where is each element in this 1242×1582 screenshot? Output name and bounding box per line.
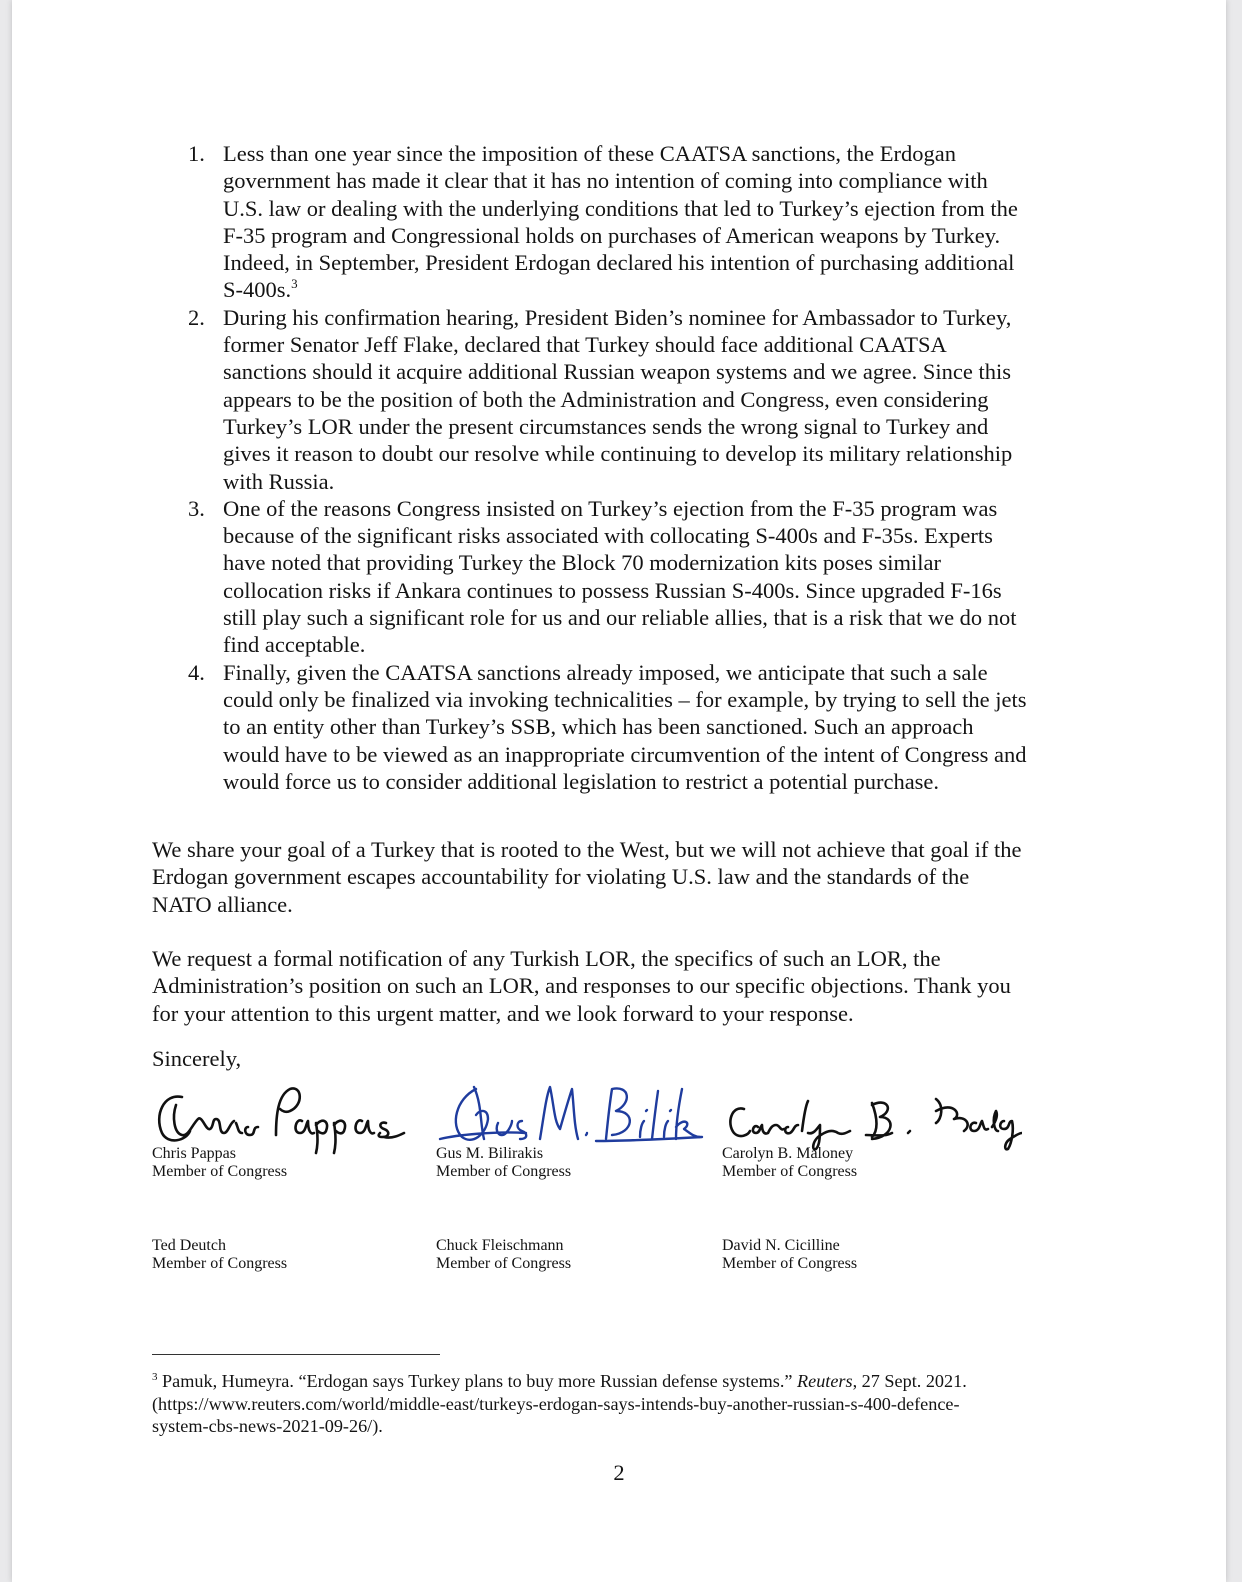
- list-item-line: U.S. law or dealing with the underlying conditions that led to Turkey’s ejection from the: [223, 195, 1018, 221]
- signatory-title: Member of Congress: [152, 1163, 288, 1180]
- signature-chris-pappas: [152, 1075, 412, 1155]
- signatory-title: Member of Congress: [436, 1255, 572, 1272]
- signatory-title: Member of Congress: [722, 1163, 858, 1180]
- numbered-points-list: [152, 140, 1102, 795]
- list-item-line: S-400s.: [223, 277, 292, 303]
- signature-gus-bilirakis: [436, 1075, 706, 1155]
- list-item-line: could only be finalized via invoking technicalities – for example, by trying to sell the jets: [223, 686, 1027, 712]
- paragraph-line: for your attention to this urgent matter, and we look forward to your response.: [152, 1000, 854, 1026]
- list-item-line: because of the significant risks associated with collocating S-400s and F-35s. Experts: [223, 523, 993, 549]
- signatory-block: [722, 1237, 1002, 1273]
- signatory-block: [722, 1075, 1002, 1181]
- list-item-number: 3.: [188, 495, 205, 521]
- list-item-line: collocation risks if Ankara continues to possess Russian S-400s. Since upgraded F-16s: [223, 577, 1002, 603]
- list-item-line: gives it reason to doubt our resolve while continuing to develop its military relationship: [223, 441, 1013, 467]
- footnote-divider: [152, 1354, 440, 1355]
- list-item: [152, 140, 1102, 304]
- list-item-number: 2.: [188, 304, 205, 330]
- closing-salutation: Sincerely,: [152, 1046, 242, 1071]
- list-item-line: would force us to consider additional legislation to restrict a potential purchase.: [223, 768, 940, 794]
- document-page: [12, 0, 1226, 1582]
- footnote-reference: 3: [291, 276, 298, 292]
- handwritten-signature: [722, 1075, 1002, 1145]
- list-item: [152, 659, 1102, 795]
- list-item-line: F-35 program and Congressional holds on purchases of American weapons by Turkey.: [223, 222, 1001, 248]
- list-item-line: Finally, given the CAATSA sanctions already imposed, we anticipate that such a sale: [223, 659, 988, 685]
- footnote-date: , 27 Sept. 2021.: [852, 1371, 967, 1391]
- paragraph-line: We request a formal notification of any Turkish LOR, the specifics of such an LOR, the: [152, 946, 941, 971]
- signatory-title: Member of Congress: [436, 1163, 572, 1180]
- goal-paragraph: [152, 836, 1102, 918]
- signature-carolyn-maloney: [722, 1075, 1022, 1155]
- footnote-url[interactable]: system-cbs-news-2021-09-26/).: [152, 1416, 383, 1436]
- footnote-article-title: “Erdogan says Turkey plans to buy more Russian defense systems.”: [298, 1371, 793, 1391]
- footnote-marker: 3: [152, 1371, 158, 1383]
- signatory-name: Chris Pappas: [152, 1145, 236, 1162]
- list-item-line: former Senator Jeff Flake, declared that Turkey should face additional CAATSA: [223, 332, 947, 358]
- list-item-line: find acceptable.: [223, 632, 366, 658]
- paragraph-line: NATO alliance.: [152, 891, 293, 917]
- list-item-line: appears to be the position of both the Administration and Congress, even considering: [223, 386, 989, 412]
- list-item-line: to an entity other than Turkey’s SSB, which has been sanctioned. Such an approach: [223, 714, 974, 740]
- footnote-publication: Reuters: [797, 1371, 853, 1391]
- footnote: [152, 1370, 1112, 1438]
- signatory-name: Carolyn B. Maloney: [722, 1145, 854, 1162]
- list-item: [152, 495, 1102, 659]
- list-item-line: still play such a significant role for us and our reliable allies, that is a risk that we do not: [223, 605, 1017, 631]
- handwritten-signature: [436, 1075, 716, 1145]
- paragraph-line: We share your goal of a Turkey that is rooted to the West, but we will not achieve that goal if the: [152, 837, 1022, 862]
- list-item-line: government has made it clear that it has no intention of coming into compliance with: [223, 168, 988, 194]
- signatory-block: [152, 1237, 432, 1273]
- list-item-line: Turkey’s LOR under the present circumstances sends the wrong signal to Turkey and: [223, 413, 989, 439]
- paragraph-line: Erdogan government escapes accountability for violating U.S. law and the standards of the: [152, 864, 970, 890]
- signatory-name: Ted Deutch: [152, 1237, 226, 1254]
- letter-body: [152, 140, 1102, 1071]
- signatory-name: Chuck Fleischmann: [436, 1237, 564, 1254]
- signatory-block: [152, 1075, 432, 1181]
- signatory-block: [436, 1237, 716, 1273]
- list-item-line: During his confirmation hearing, President Biden’s nominee for Ambassador to Turkey,: [223, 304, 1012, 330]
- signatory-name: Gus M. Bilirakis: [436, 1145, 544, 1162]
- list-item-number: 4.: [188, 659, 205, 685]
- list-item-line: One of the reasons Congress insisted on Turkey’s ejection from the F-35 program was: [223, 495, 998, 521]
- paragraph-line: Administration’s position on such an LOR, and responses to our specific objections. Thank you: [152, 973, 1011, 999]
- list-item-line: would have to be viewed as an inappropriate circumvention of the intent of Congress and: [223, 741, 1027, 767]
- list-item: [152, 304, 1102, 495]
- request-paragraph: [152, 945, 1102, 1027]
- signatory-title: Member of Congress: [152, 1255, 288, 1272]
- list-item-line: with Russia.: [223, 468, 335, 494]
- list-item-line: sanctions should it acquire additional Russian weapon systems and we agree. Since this: [223, 359, 1011, 385]
- signatory-title: Member of Congress: [722, 1255, 858, 1272]
- handwritten-signature: [152, 1075, 432, 1145]
- signatory-name: David N. Cicilline: [722, 1237, 840, 1254]
- footnote-url[interactable]: (https://www.reuters.com/world/middle-east/turkeys-erdogan-says-intends-buy-another-russian-s-400-defence-: [152, 1393, 960, 1414]
- list-item-line: Indeed, in September, President Erdogan declared his intention of purchasing additional: [223, 250, 1015, 276]
- signatory-block: [436, 1075, 716, 1181]
- page-number: 2: [613, 1460, 625, 1485]
- list-item-line: Less than one year since the imposition of these CAATSA sanctions, the Erdogan: [223, 141, 956, 166]
- footnote-author: Pamuk, Humeyra.: [162, 1371, 294, 1391]
- list-item-line: have noted that providing Turkey the Block 70 modernization kits poses similar: [223, 550, 942, 576]
- list-item-number: 1.: [188, 141, 205, 166]
